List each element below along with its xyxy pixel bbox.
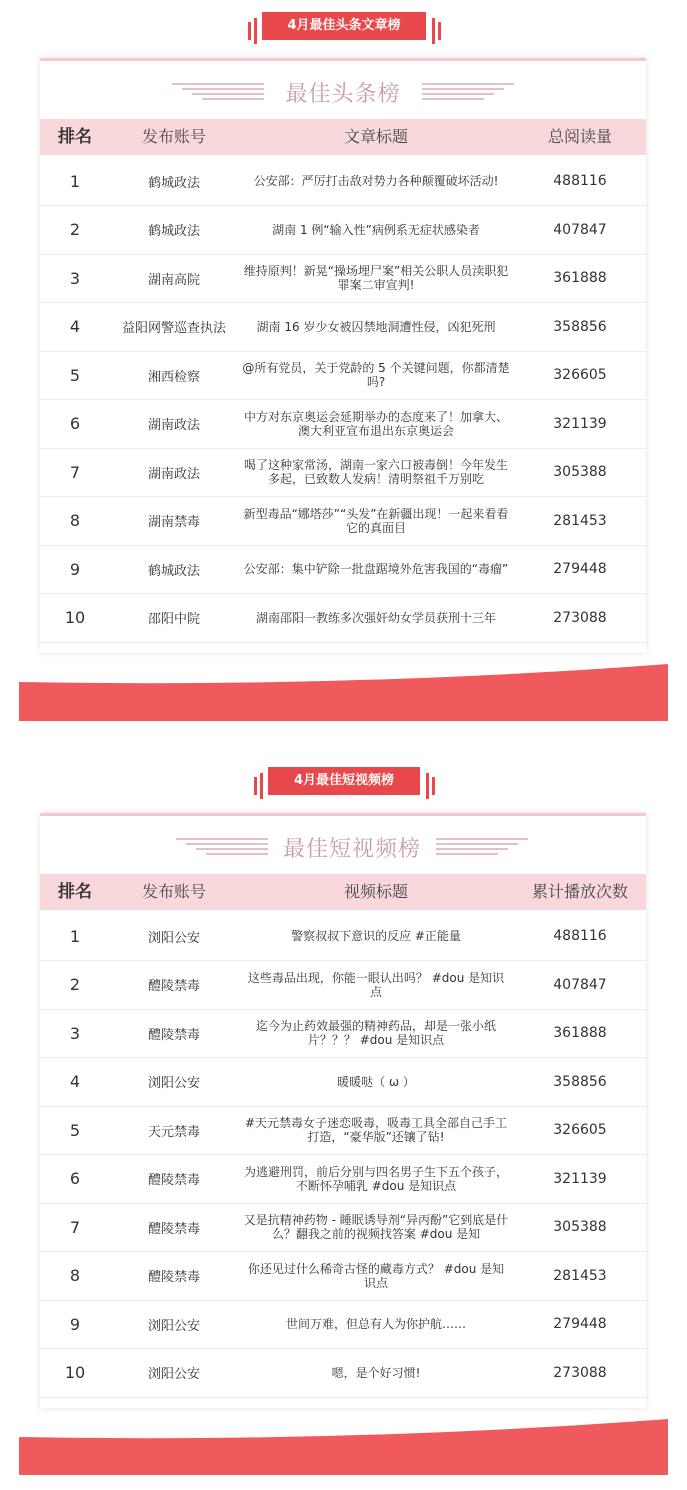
count-cell: 488116 (553, 173, 607, 189)
column-header-title: 文章标题 (343, 127, 408, 146)
table-row (40, 1106, 646, 1155)
rank-cell: 4 (69, 317, 81, 336)
title-decoration-lines (422, 83, 514, 105)
ribbon-bar-decoration (254, 777, 257, 795)
section-ribbon-title: 4月最佳头条文章榜 (262, 12, 426, 40)
count-cell: 281453 (553, 1267, 607, 1284)
ribbon-bar-decoration (432, 18, 435, 44)
rank-cell: 3 (69, 1023, 81, 1043)
rank-cell: 2 (69, 220, 81, 239)
title-cell: 世间万难，但总有人为你护航…… (285, 1317, 466, 1331)
count-cell: 326605 (553, 1122, 607, 1138)
account-cell: 天元禁毒 (147, 1124, 200, 1140)
title-cell: 为逃避刑罚，前后分别与四名男子生下五个孩子，不断怀孕哺乳 #dou 是知识点 (243, 1164, 508, 1193)
account-cell: 浏阳公安 (147, 930, 200, 946)
title-cell: 警察叔叔下意识的反应 #正能量 (291, 929, 461, 943)
title-cell: 湖南 1 例“输入性”病例系无症状感染者 (272, 222, 480, 237)
rank-cell: 5 (69, 1120, 81, 1140)
table-header (40, 874, 646, 910)
count-cell: 407847 (553, 221, 607, 238)
decorative-red-band (19, 663, 668, 721)
section-ribbon (0, 8, 687, 44)
band-curve-decoration (19, 1417, 668, 1441)
account-cell: 湘西检察 (147, 369, 200, 385)
column-header-rank: 排名 (58, 882, 92, 902)
rank-cell: 8 (69, 1266, 81, 1285)
column-header-account: 发布账号 (141, 882, 206, 901)
rank-cell: 8 (69, 511, 81, 530)
title-cell: 暖暖哒（ ω ） (337, 1074, 415, 1089)
rank-cell: 10 (64, 1363, 86, 1382)
table-row (40, 1155, 646, 1204)
title-cell: 又是抗精神药物 - 睡眠诱导剂“异丙酚”它到底是什么？翻我之前的视频找答案 #dou 是知 (243, 1213, 509, 1241)
account-cell: 湖南政法 (147, 418, 200, 433)
count-cell: 488116 (553, 928, 607, 944)
table-row (40, 1058, 646, 1107)
rank-cell: 6 (69, 1169, 81, 1188)
rank-cell: 1 (69, 926, 81, 946)
table-row (40, 912, 646, 961)
table-row (40, 1349, 646, 1398)
title-cell: #天元禁毒女子迷恋吸毒，吸毒工具全部自己手工打造，“豪华版”还镶了钻! (244, 1116, 508, 1144)
column-header-count: 累计播放次数 (531, 882, 628, 901)
count-cell: 358856 (553, 318, 607, 335)
account-cell: 醴陵禁毒 (147, 979, 200, 994)
rank-cell: 2 (69, 975, 81, 994)
title-cell: 公安部：集中铲除一批盘踞境外危害我国的“毒瘤” (243, 562, 509, 576)
count-cell: 273088 (553, 609, 607, 626)
band-curve-decoration (19, 662, 668, 686)
card-title: 最佳头条榜 (285, 82, 401, 107)
account-cell: 益阳网警巡查执法 (121, 321, 226, 336)
ribbon-bar-decoration (426, 773, 429, 799)
column-header-title: 视频标题 (343, 882, 408, 901)
account-cell: 浏阳公安 (147, 1367, 200, 1382)
title-decoration-lines (172, 83, 264, 105)
rank-cell: 7 (69, 462, 81, 482)
title-cell: 新型毒品“娜塔莎”“头发”在新疆出现！一起来看看它的真面目 (243, 506, 509, 535)
table-row (40, 497, 646, 546)
count-cell: 273088 (553, 1364, 607, 1381)
account-cell: 浏阳公安 (147, 1318, 200, 1334)
count-cell: 279448 (553, 1316, 607, 1332)
ranking-card (40, 58, 646, 653)
ranking-card (40, 813, 646, 1408)
table-row (40, 400, 646, 449)
title-cell: 嗯，是个好习惯! (331, 1365, 421, 1380)
account-cell: 邵阳中院 (147, 612, 200, 627)
count-cell: 361888 (553, 1025, 607, 1041)
account-cell: 鹤城政法 (147, 175, 200, 191)
section-ribbon (0, 763, 687, 799)
title-cell: 迄今为止药效最强的精神药品，却是一张小纸片？？？ #dou 是知识点 (255, 1019, 496, 1047)
account-cell: 鹤城政法 (147, 224, 200, 239)
rank-cell: 5 (69, 365, 81, 385)
title-decoration-lines (176, 838, 268, 860)
table-row (40, 594, 646, 643)
table-row (40, 254, 646, 303)
rank-cell: 3 (69, 268, 81, 288)
ribbon-bar-decoration (432, 777, 435, 795)
ribbon-bar-decoration (438, 22, 441, 40)
count-cell: 326605 (553, 367, 607, 383)
count-cell: 321139 (553, 415, 607, 432)
account-cell: 醴陵禁毒 (147, 1173, 200, 1188)
card-title-area (40, 830, 646, 866)
card-title: 最佳短视频榜 (282, 837, 421, 862)
title-cell: 公安部：严厉打击敌对势力各种颠覆破坏活动! (253, 174, 499, 188)
table-row (40, 961, 646, 1010)
rank-cell: 10 (64, 608, 86, 627)
table-row (40, 1009, 646, 1058)
table-row (40, 351, 646, 400)
card-title-area (40, 75, 646, 111)
count-cell: 279448 (553, 561, 607, 577)
title-cell: 你还见过什么稀奇古怪的藏毒方式？ #dou 是知识点 (247, 1261, 505, 1290)
title-cell: 中方对东京奥运会延期举办的态度来了！加拿大、澳大利亚宣布退出东京奥运会 (243, 409, 508, 438)
column-header-account: 发布账号 (141, 127, 206, 146)
count-cell: 305388 (553, 464, 607, 480)
rank-cell: 9 (69, 559, 81, 579)
table-header (40, 119, 646, 155)
count-cell: 281453 (553, 512, 607, 529)
table-row (40, 545, 646, 594)
table-row (40, 157, 646, 206)
ribbon-bar-decoration (248, 22, 251, 40)
rank-cell: 7 (69, 1217, 81, 1237)
account-cell: 醴陵禁毒 (147, 1270, 200, 1285)
decorative-red-band (19, 1418, 668, 1475)
account-cell: 湖南政法 (147, 466, 200, 482)
column-header-count: 总阅读量 (547, 127, 612, 146)
ribbon-bar-decoration (260, 773, 263, 799)
count-cell: 321139 (553, 1170, 607, 1187)
rank-cell: 4 (69, 1072, 81, 1091)
rank-cell: 1 (69, 171, 81, 191)
account-cell: 浏阳公安 (147, 1076, 200, 1091)
table-row (40, 1252, 646, 1301)
rank-cell: 6 (69, 414, 81, 433)
table-row (40, 206, 646, 255)
table-row (40, 303, 646, 352)
ribbon-bar-decoration (254, 18, 257, 44)
title-cell: 喝了这种家常汤，湖南一家六口被毒倒！今年发生多起，已致数人发病！清明祭祖千万别吃 (243, 458, 508, 486)
count-cell: 358856 (553, 1073, 607, 1090)
account-cell: 湖南禁毒 (147, 515, 200, 530)
account-cell: 鹤城政法 (147, 563, 200, 579)
title-cell: 这些毒品出现，你能一眼认出吗？ #dou 是知识点 (247, 970, 505, 999)
account-cell: 湖南高院 (147, 272, 200, 288)
table-row (40, 448, 646, 497)
top-videos-section (0, 755, 687, 1490)
section-ribbon-title: 4月最佳短视频榜 (268, 767, 420, 795)
account-cell: 醴陵禁毒 (147, 1221, 200, 1237)
title-cell: @所有党员，关于党龄的 5 个关键问题，你都清楚吗? (242, 361, 510, 389)
count-cell: 407847 (553, 976, 607, 993)
account-cell: 醴陵禁毒 (147, 1027, 200, 1043)
title-cell: 湖南邵阳一教练多次强奸幼女学员获刑十三年 (255, 610, 496, 625)
rank-cell: 9 (69, 1314, 81, 1334)
count-cell: 361888 (553, 270, 607, 286)
title-cell: 维持原判！新晃“操场埋尸案”相关公职人员渎职犯罪案二审宣判! (243, 264, 509, 292)
column-header-rank: 排名 (58, 127, 92, 147)
count-cell: 305388 (553, 1219, 607, 1235)
table-row (40, 1300, 646, 1349)
title-decoration-lines (436, 838, 528, 860)
title-cell: 湖南 16 岁少女被囚禁地洞遭性侵，凶犯死刑 (256, 319, 496, 334)
table-row (40, 1203, 646, 1252)
